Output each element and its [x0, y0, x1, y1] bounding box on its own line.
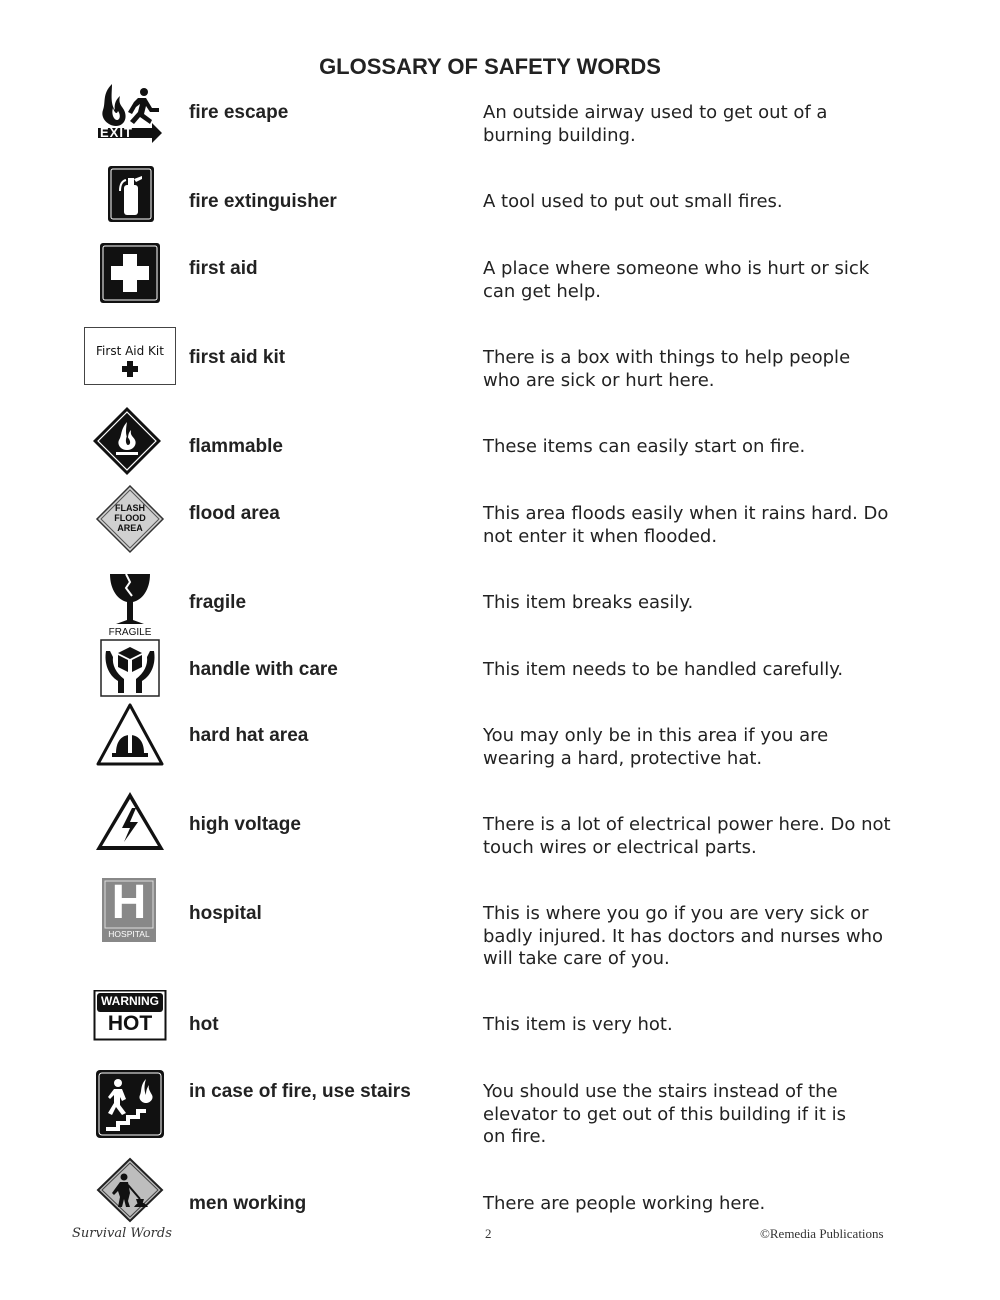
sign-letter: H	[111, 876, 147, 929]
page-title: GLOSSARY OF SAFETY WORDS	[319, 54, 661, 79]
definition: There is a lot of electrical power here. Do not touch wires or electrical parts.	[483, 814, 891, 858]
definition: You should use the stairs instead of the elevator to get out of this building if it is on fire.	[483, 1081, 846, 1147]
term: hot	[189, 1014, 219, 1035]
hospital-icon	[82, 877, 178, 955]
sign-text: FRAGILE	[108, 627, 152, 638]
hard-hat-icon	[82, 703, 178, 781]
first-aid-kit-icon	[82, 327, 178, 405]
definition: There is a box with things to help people who are sick or hurt here.	[483, 347, 851, 391]
use-stairs-icon	[82, 1069, 178, 1147]
term: handle with care	[189, 659, 338, 680]
term: high voltage	[189, 814, 301, 835]
term: first aid kit	[189, 347, 286, 368]
flammable-icon	[82, 406, 178, 484]
term: men working	[189, 1193, 307, 1214]
definition: This item is very hot.	[483, 1014, 673, 1035]
fire-extinguisher-icon	[82, 165, 178, 243]
term: first aid	[189, 258, 258, 279]
footer-book-title: Survival Words	[72, 1226, 172, 1241]
definition: A place where someone who is hurt or sick can get help.	[483, 258, 870, 302]
warning-hot-icon	[82, 990, 178, 1068]
definition: A tool used to put out small fires.	[483, 191, 783, 212]
footer-page-number: 2	[485, 1226, 492, 1241]
sign-text: HOT	[107, 1012, 153, 1035]
sign-text: First Aid Kit	[96, 344, 164, 358]
definition: This item needs to be handled carefully.	[483, 659, 844, 680]
term: fire extinguisher	[189, 191, 337, 212]
term: fire escape	[189, 102, 289, 123]
term: hospital	[189, 903, 262, 924]
definition: This area floods easily when it rains hard. Do not enter it when flooded.	[483, 503, 889, 547]
definition: An outside airway used to get out of a burning building.	[483, 102, 828, 146]
term: flammable	[189, 436, 283, 457]
men-working-icon	[82, 1157, 178, 1235]
definition: This is where you go if you are very sick or badly injured. It has doctors and nurses who will take care of you.	[483, 903, 884, 969]
sign-text: FLASH FLOOD AREA	[114, 503, 146, 533]
sign-text: EXIT	[100, 125, 133, 140]
term: fragile	[189, 592, 247, 613]
fire-exit-icon	[82, 80, 178, 158]
high-voltage-icon	[82, 790, 178, 868]
term: flood area	[189, 503, 280, 524]
definition: There are people working here.	[483, 1193, 766, 1214]
term: hard hat area	[189, 725, 309, 746]
definition: You may only be in this area if you are wearing a hard, protective hat.	[483, 725, 829, 769]
term: in case of fire, use stairs	[189, 1081, 411, 1102]
definition: These items can easily start on fire.	[483, 436, 806, 457]
sign-text: WARNING	[101, 994, 159, 1008]
definition: This item breaks easily.	[483, 592, 694, 613]
first-aid-cross-icon	[82, 242, 178, 320]
sign-text: HOSPITAL	[108, 929, 150, 939]
flood-area-icon	[82, 485, 178, 563]
footer-copyright: ©Remedia Publications	[760, 1226, 884, 1241]
